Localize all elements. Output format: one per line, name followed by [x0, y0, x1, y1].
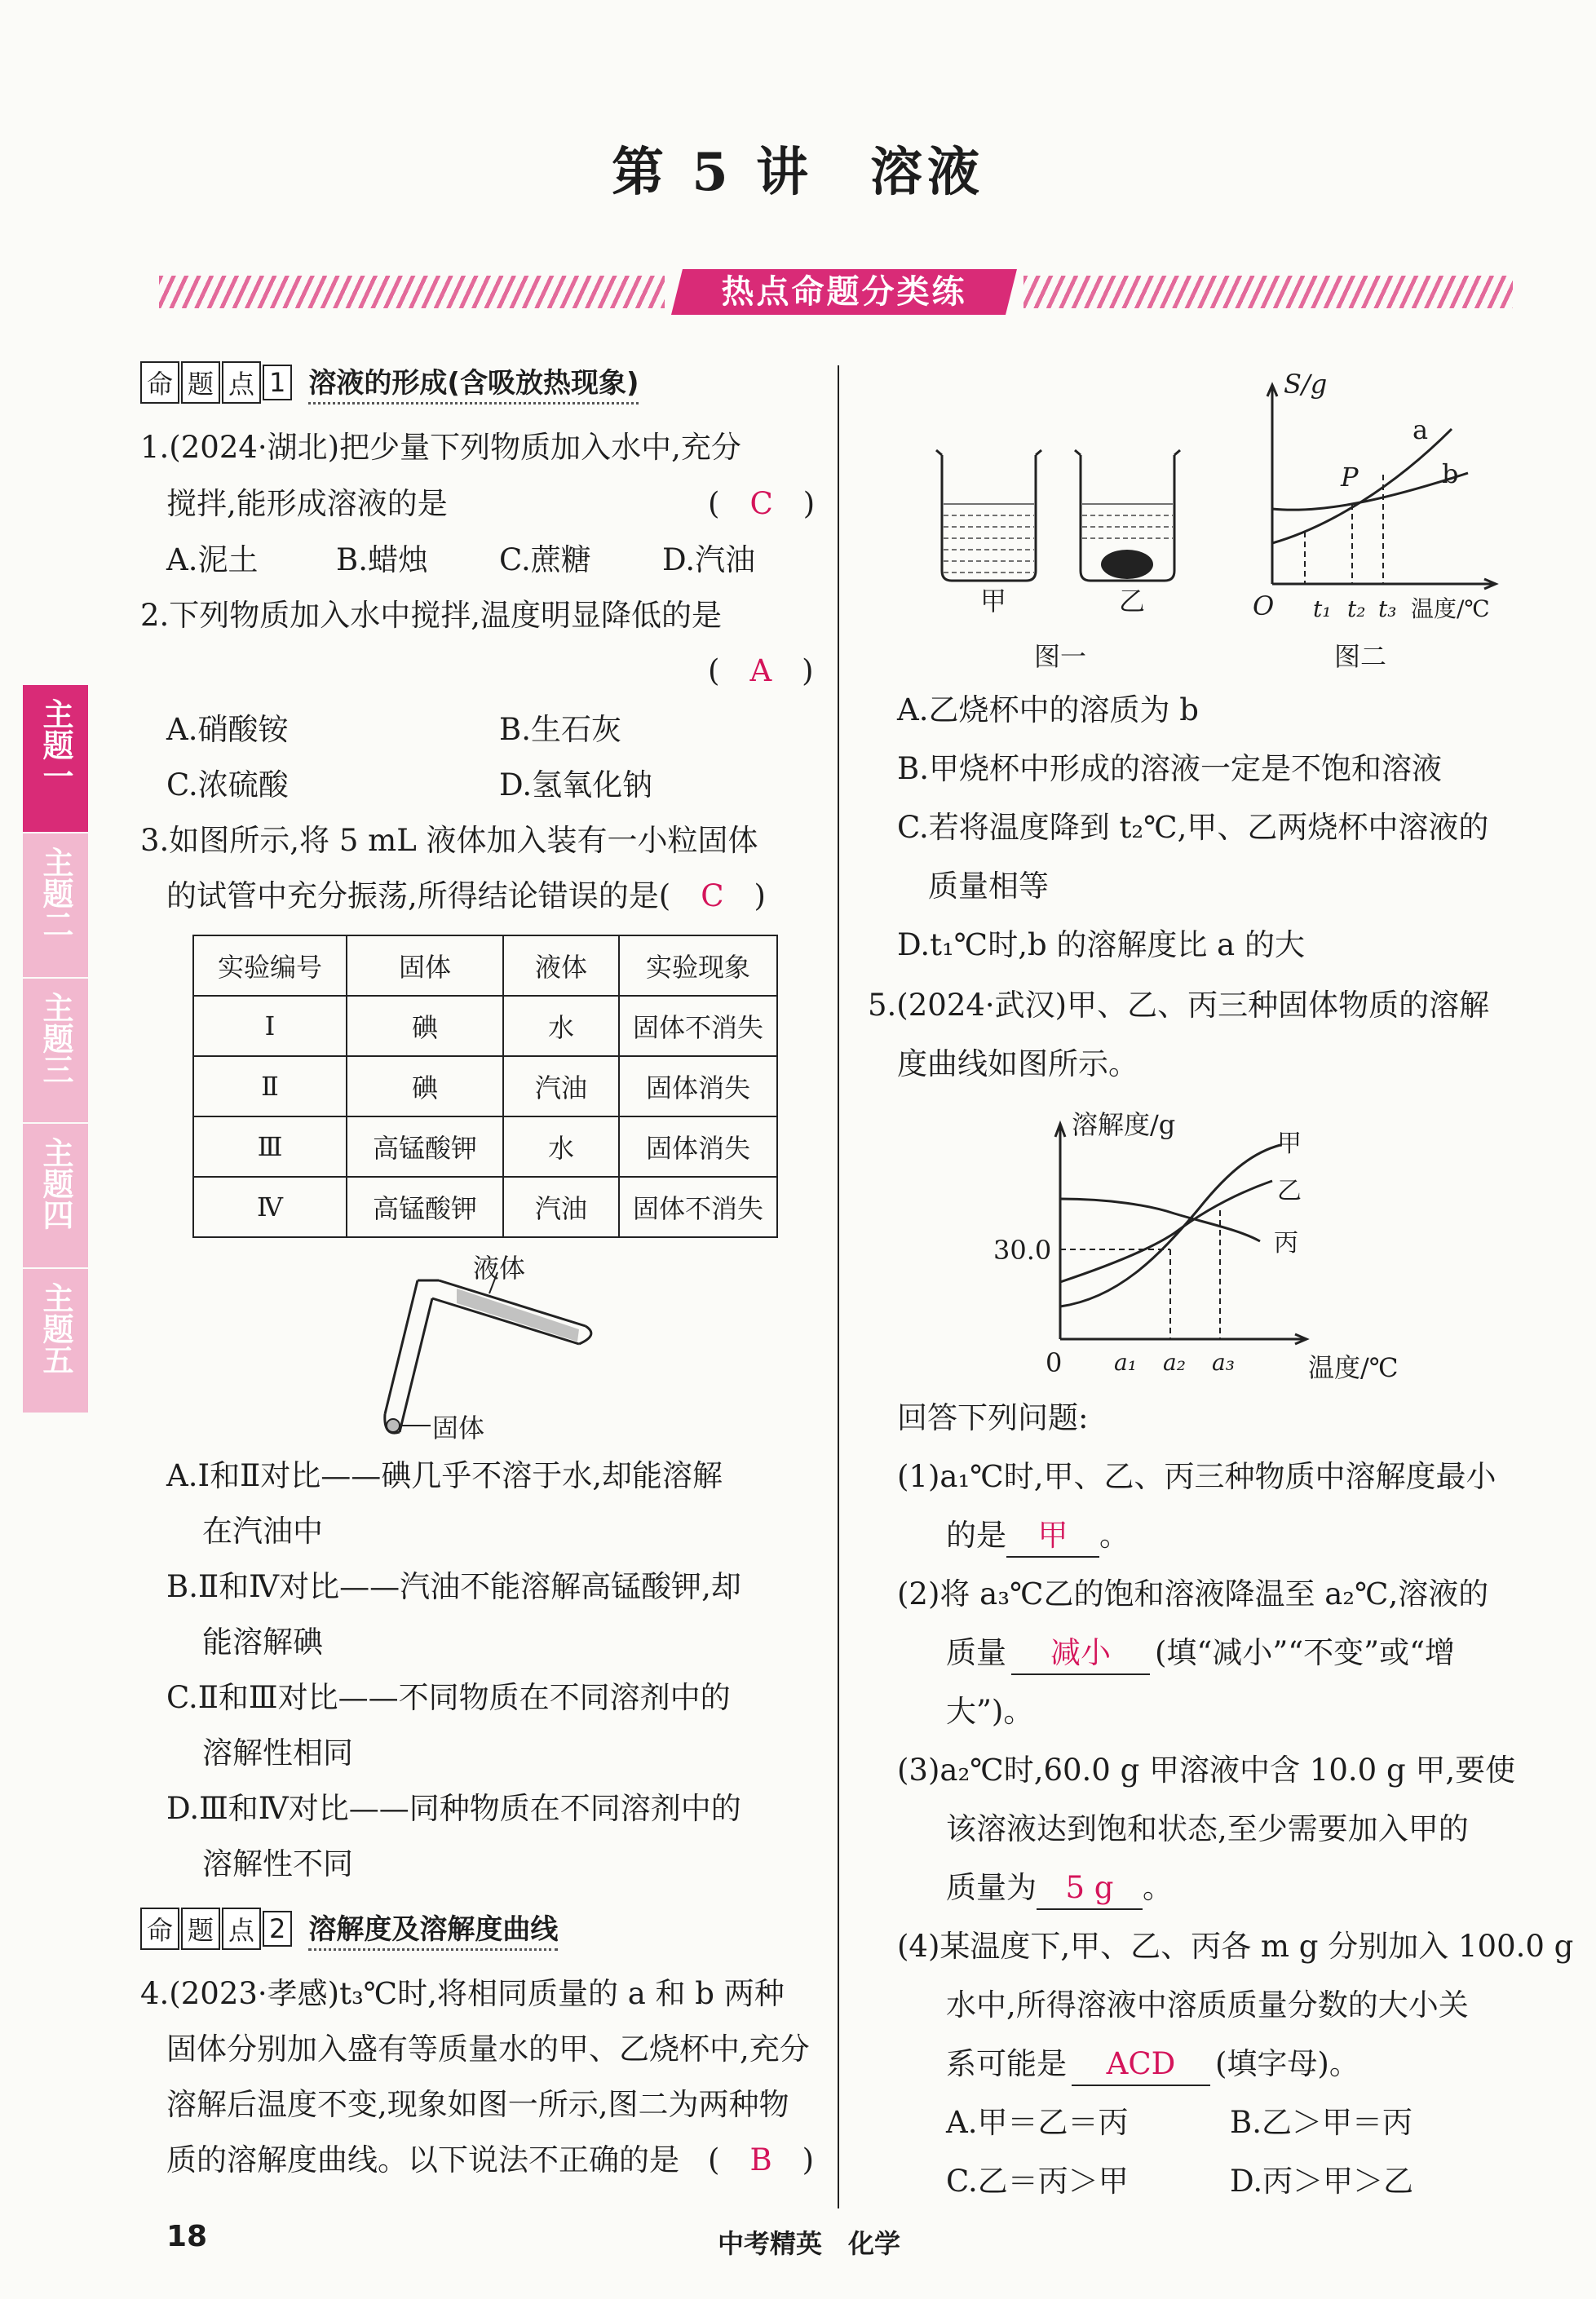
q1-line2: 搅拌,能形成溶液的是: [166, 486, 448, 521]
table-row: [193, 1116, 777, 1177]
fig2-curve-b: b: [1442, 458, 1459, 489]
side-tab-5[interactable]: 主题五: [23, 1269, 88, 1413]
fig2-point-p: P: [1341, 462, 1359, 493]
q5-sub3-line1: (3)a₂℃时,60.0 g 甲溶液中含 10.0 g 甲,要使: [897, 1753, 1516, 1788]
q5-solubility-chart: [1044, 1111, 1313, 1355]
table-row: [193, 996, 777, 1056]
figure-label-liquid: 液体: [473, 1253, 526, 1284]
beaker-label-2: 乙: [1119, 586, 1146, 617]
side-tab-1[interactable]: 主题一: [23, 685, 88, 832]
curve-b: [1272, 473, 1468, 510]
table-cell: 汽油: [503, 1177, 619, 1237]
table-header: 实验现象: [619, 935, 777, 996]
table-cell: 水: [503, 996, 619, 1056]
table-cell: 水: [503, 1116, 619, 1177]
table-cell: 碘: [347, 1056, 503, 1116]
section-tag-2: 命 题 点 2 溶解度及溶解度曲线: [140, 1907, 558, 1951]
q3-option-a-line1[interactable]: A.Ⅰ和Ⅱ对比——碘几乎不溶于水,却能溶解: [166, 1458, 723, 1493]
table-cell: 固体消失: [619, 1116, 777, 1177]
table-cell: Ⅰ: [193, 996, 347, 1056]
table-cell: Ⅱ: [193, 1056, 347, 1116]
q5-chart-ylabel: 溶解度/g: [1072, 1109, 1176, 1140]
q5-sub4-blank[interactable]: ACD: [1072, 2044, 1210, 2086]
fig2-xlabel: 温度/℃: [1411, 595, 1490, 622]
q2-option-a[interactable]: A.硝酸铵: [166, 712, 289, 747]
q4-figure-2: [1256, 372, 1501, 608]
q1-answer: ( C ): [708, 486, 816, 521]
q5-chart-series-yi: 乙: [1277, 1177, 1302, 1205]
q4-line2: 固体分别加入盛有等质量水的甲、乙烧杯中,充分: [166, 2032, 810, 2067]
q3-option-d-line2: 溶解性不同: [202, 1846, 353, 1881]
q5-option-b[interactable]: B.乙＞甲＝丙: [1230, 2105, 1413, 2140]
table-cell: 固体不消失: [619, 1177, 777, 1237]
q5-line1: 5.(2024·武汉)甲、乙、丙三种固体物质的溶解: [868, 988, 1490, 1023]
q4-option-d[interactable]: D.t₁℃时,b 的溶解度比 a 的大: [897, 927, 1305, 962]
table-header-row: [193, 935, 777, 996]
q5-option-a[interactable]: A.甲＝乙＝丙: [946, 2105, 1129, 2140]
q5-sub1-line1: (1)a₁℃时,甲、乙、丙三种物质中溶解度最小: [897, 1459, 1497, 1494]
q2-answer: ( A ): [708, 653, 814, 688]
q3-option-d-line1[interactable]: D.Ⅲ和Ⅳ对比——同种物质在不同溶剂中的: [166, 1791, 741, 1826]
table-header: 液体: [503, 935, 619, 996]
q5-chart-xlabel: 温度/℃: [1308, 1352, 1399, 1383]
q4-line4: 质的溶解度曲线。以下说法不正确的是: [166, 2142, 679, 2177]
q1-option-d[interactable]: D.汽油: [662, 542, 756, 577]
table-cell: 固体不消失: [619, 996, 777, 1056]
q3-option-a-line2: 在汽油中: [202, 1514, 323, 1549]
q5-chart-tick-a2: a₂: [1163, 1349, 1186, 1376]
q5-chart-tick-a1: a₁: [1114, 1349, 1137, 1376]
page-number: 18: [166, 2220, 208, 2253]
q3-line2: 的试管中充分振荡,所得结论错误的是( C ): [166, 878, 766, 913]
table-row: [193, 1056, 777, 1116]
table-cell: 固体消失: [619, 1056, 777, 1116]
q1-line1: 1.(2024·湖北)把少量下列物质加入水中,充分: [140, 430, 741, 465]
q1-option-c[interactable]: C.蔗糖: [499, 542, 591, 577]
q3-option-c-line2: 溶解性相同: [202, 1735, 353, 1771]
q4-option-a[interactable]: A.乙烧杯中的溶质为 b: [897, 692, 1199, 727]
section-title-2: 溶解度及溶解度曲线: [308, 1907, 558, 1951]
column-divider: [838, 365, 839, 2208]
side-tab-4[interactable]: 主题四: [23, 1124, 88, 1267]
figure-label-solid: 固体: [432, 1413, 485, 1444]
section-tag-1: 命 题 点 1 溶液的形成(含吸放热现象): [140, 360, 639, 405]
table-cell: 汽油: [503, 1056, 619, 1116]
q4-line1: 4.(2023·孝感)t₃℃时,将相同质量的 a 和 b 两种: [140, 1976, 785, 2011]
q5-sub2-line3: 大”)。: [946, 1694, 1034, 1729]
table-header: 固体: [347, 935, 503, 996]
q4-option-b[interactable]: B.甲烧杯中形成的溶液一定是不饱和溶液: [897, 751, 1442, 786]
beaker-label-1: 甲: [980, 586, 1007, 617]
q1-option-b[interactable]: B.蜡烛: [336, 542, 428, 577]
q2-line1: 2.下列物质加入水中搅拌,温度明显降低的是: [140, 598, 723, 633]
fig2-curve-a: a: [1413, 414, 1429, 445]
q5-option-d[interactable]: D.丙＞甲＞乙: [1230, 2164, 1414, 2199]
side-tabs: [23, 685, 88, 1419]
series-bing: [1060, 1199, 1260, 1241]
q3-option-b-line1[interactable]: B.Ⅱ和Ⅳ对比——汽油不能溶解高锰酸钾,却: [166, 1569, 741, 1604]
q5-sub2-line1: (2)将 a₃℃乙的饱和溶液降温至 a₂℃,溶液的: [897, 1576, 1489, 1612]
table-header: 实验编号: [193, 935, 347, 996]
q5-sub1-line2: 的是 甲 。: [946, 1515, 1130, 1558]
q5-sub4-line2: 水中,所得溶液中溶质质量分数的大小关: [946, 1987, 1469, 2023]
q4-figure-1: [930, 440, 1191, 603]
q5-chart-yvalue: 30.0: [993, 1235, 1052, 1266]
q5-line2: 度曲线如图所示。: [897, 1046, 1138, 1081]
q5-sub2-line2: 质量 减小 (填“减小”“不变”或“增: [946, 1633, 1455, 1675]
q5-sub1-blank[interactable]: 甲: [1006, 1515, 1099, 1558]
q5-option-c[interactable]: C.乙＝丙＞甲: [946, 2164, 1129, 2199]
q5-sub3-line3: 质量为 5 g 。: [946, 1868, 1173, 1910]
q4-line3: 溶解后温度不变,现象如图一所示,图二为两种物: [166, 2087, 789, 2122]
q2-option-c[interactable]: C.浓硫酸: [166, 767, 289, 802]
q4-answer: ( B ): [708, 2142, 815, 2177]
fig2-tick-t2: t₂: [1347, 595, 1366, 622]
q5-chart-origin: 0: [1046, 1347, 1063, 1378]
page-title: 第 5 讲 溶液: [611, 142, 985, 203]
q1-option-a[interactable]: A.泥土: [166, 542, 259, 577]
q5-sub2-blank[interactable]: 减小: [1011, 1633, 1150, 1675]
q3-option-b-line2: 能溶解碘: [202, 1625, 323, 1660]
q5-prompt: 回答下列问题:: [897, 1400, 1089, 1435]
q5-sub4-line3: 系可能是 ACD (填字母)。: [946, 2044, 1359, 2086]
banner-text: 热点命题分类练: [721, 273, 967, 311]
q4-option-c-line1[interactable]: C.若将温度降到 t₂℃,甲、乙两烧杯中溶液的: [897, 810, 1489, 845]
fig2-tick-t3: t₃: [1378, 595, 1397, 622]
q3-table: [192, 935, 778, 1238]
q3-line1: 3.如图所示,将 5 mL 液体加入装有一小粒固体: [140, 823, 758, 858]
section-title-1: 溶液的形成(含吸放热现象): [308, 360, 639, 405]
q2-option-b[interactable]: B.生石灰: [499, 712, 621, 747]
book-title: 中考精英 化学: [718, 2228, 901, 2259]
fig2-caption: 图二: [1334, 641, 1387, 672]
q5-chart-series-jia: 甲: [1277, 1130, 1302, 1158]
q3-option-c-line1[interactable]: C.Ⅱ和Ⅲ对比——不同物质在不同溶剂中的: [166, 1680, 731, 1715]
side-tab-2[interactable]: 主题二: [23, 833, 88, 977]
fig1-caption: 图一: [1034, 641, 1087, 672]
table-cell: 高锰酸钾: [347, 1177, 503, 1237]
table-cell: 碘: [347, 996, 503, 1056]
q4-option-c-line2: 质量相等: [928, 869, 1049, 904]
q5-sub4-line1: (4)某温度下,甲、乙、丙各 m g 分别加入 100.0 g: [897, 1929, 1574, 1964]
fig2-origin: O: [1253, 590, 1275, 621]
fig2-ylabel: S/g: [1284, 369, 1328, 400]
table-cell: Ⅳ: [193, 1177, 347, 1237]
table-row: [193, 1177, 777, 1237]
fig2-tick-t1: t₁: [1313, 595, 1332, 622]
side-tab-3[interactable]: 主题三: [23, 979, 88, 1122]
q5-sub3-line2: 该溶液达到饱和状态,至少需要加入甲的: [946, 1811, 1469, 1846]
table-cell: 高锰酸钾: [347, 1116, 503, 1177]
table-cell: Ⅲ: [193, 1116, 347, 1177]
q5-sub3-blank[interactable]: 5 g: [1037, 1868, 1143, 1910]
q2-option-d[interactable]: D.氢氧化钠: [499, 767, 653, 802]
q5-chart-tick-a3: a₃: [1212, 1349, 1235, 1376]
section-banner: [159, 269, 1513, 315]
q5-chart-series-bing: 丙: [1274, 1229, 1298, 1258]
